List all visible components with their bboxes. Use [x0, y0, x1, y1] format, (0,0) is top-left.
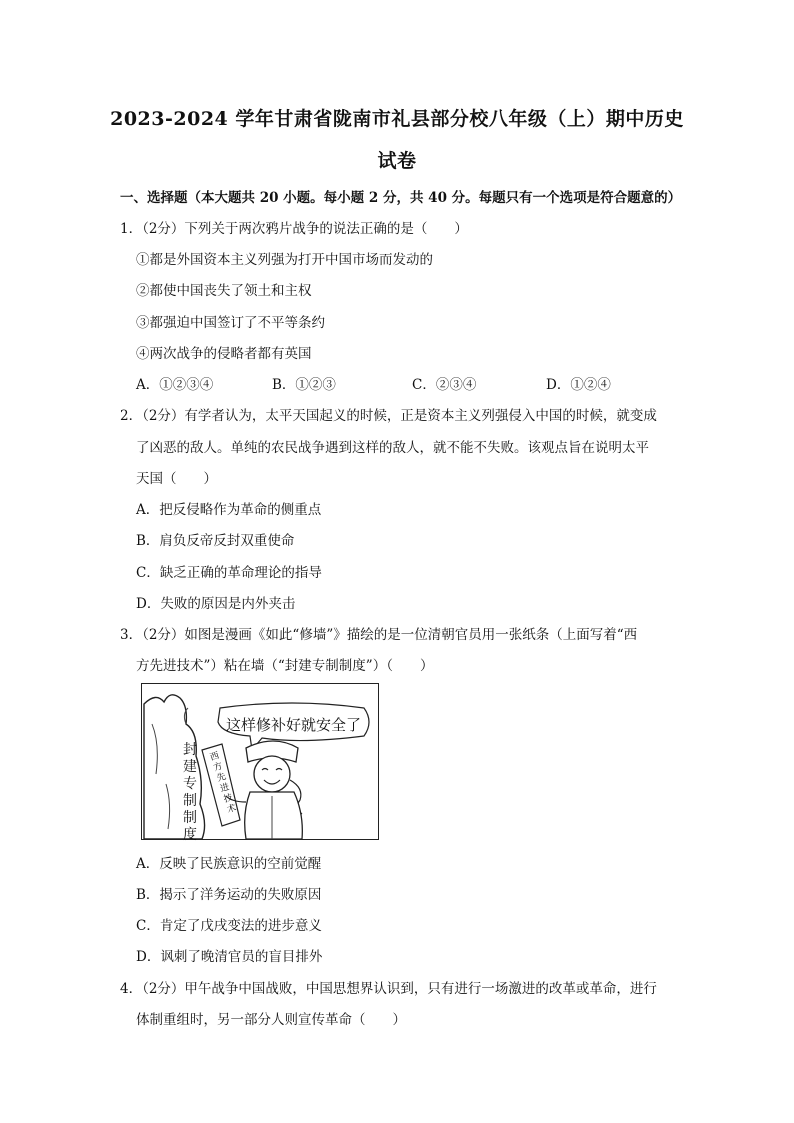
- question-3-option-c[interactable]: C．肯定了戊戌变法的进步意义: [136, 918, 322, 934]
- question-1-item: ③都强迫中国签订了不平等条约: [136, 315, 325, 331]
- question-1-option-a[interactable]: A．①②③④: [136, 377, 214, 393]
- cartoon-drawing: [142, 684, 380, 841]
- question-4-stem: 体制重组时，另一部分人则宣传革命（ ）: [136, 1012, 406, 1028]
- question-1-item: ②都使中国丧失了领土和主权: [136, 283, 312, 299]
- question-1-option-d[interactable]: D．①②④: [546, 377, 611, 393]
- question-3-option-b[interactable]: B．揭示了洋务运动的失败原因: [136, 887, 322, 903]
- question-1-stem: 1．（2分）下列关于两次鸦片战争的说法正确的是（ ）: [120, 221, 468, 237]
- exam-title-line2: 试卷: [377, 150, 417, 172]
- exam-title-line1: 2023-2024 学年甘肃省陇南市礼县部分校八年级（上）期中历史: [110, 108, 684, 130]
- question-2-stem: 天国（ ）: [136, 471, 217, 487]
- question-3-option-d[interactable]: D．讽刺了晚清官员的盲目排外: [136, 949, 323, 965]
- question-2-option-d[interactable]: D．失败的原因是内外夹击: [136, 596, 296, 612]
- cartoon-scroll-label: 西方先进技术: [208, 750, 238, 816]
- question-3-option-a[interactable]: A．反映了民族意识的空前觉醒: [136, 856, 322, 872]
- question-2-stem: 2．（2分）有学者认为，太平天国起义的时候，正是资本主义列强侵入中国的时候，就变成: [120, 408, 657, 424]
- question-2-option-a[interactable]: A．把反侵略作为革命的侧重点: [136, 502, 322, 518]
- question-4-stem: 4．（2分）甲午战争中国战败，中国思想界认识到，只有进行一场激进的改革或革命，进行: [120, 981, 657, 997]
- question-1-item: ①都是外国资本主义列强为打开中国市场而发动的: [136, 252, 433, 268]
- question-1-option-b[interactable]: B．①②③: [272, 377, 336, 393]
- question-3-stem: 方先进技术”）粘在墙（“封建专制制度”）（ ）: [136, 658, 434, 674]
- question-1-item: ④两次战争的侵略者都有英国: [136, 346, 312, 362]
- question-2-option-c[interactable]: C．缺乏正确的革命理论的指导: [136, 565, 322, 581]
- section-heading: 一、选择题（本大题共 20 小题。每小题 2 分，共 40 分。每题只有一个选项是符合题意的）: [120, 190, 682, 206]
- cartoon-speech-text: 这样修补好就安全了: [226, 716, 362, 734]
- cartoon-wall-label: 封建专制制度: [183, 742, 197, 843]
- question-2-stem: 了凶恶的敌人。单纯的农民战争遇到这样的敌人，就不能不失败。该观点旨在说明太平: [136, 440, 649, 456]
- question-3-stem: 3．（2分）如图是漫画《如此“修墙”》描绘的是一位清朝官员用一张纸条（上面写着“西: [120, 627, 638, 643]
- cartoon-figure: [141, 683, 379, 843]
- question-2-option-b[interactable]: B．肩负反帝反封双重使命: [136, 533, 295, 549]
- question-1-option-c[interactable]: C．②③④: [412, 377, 477, 393]
